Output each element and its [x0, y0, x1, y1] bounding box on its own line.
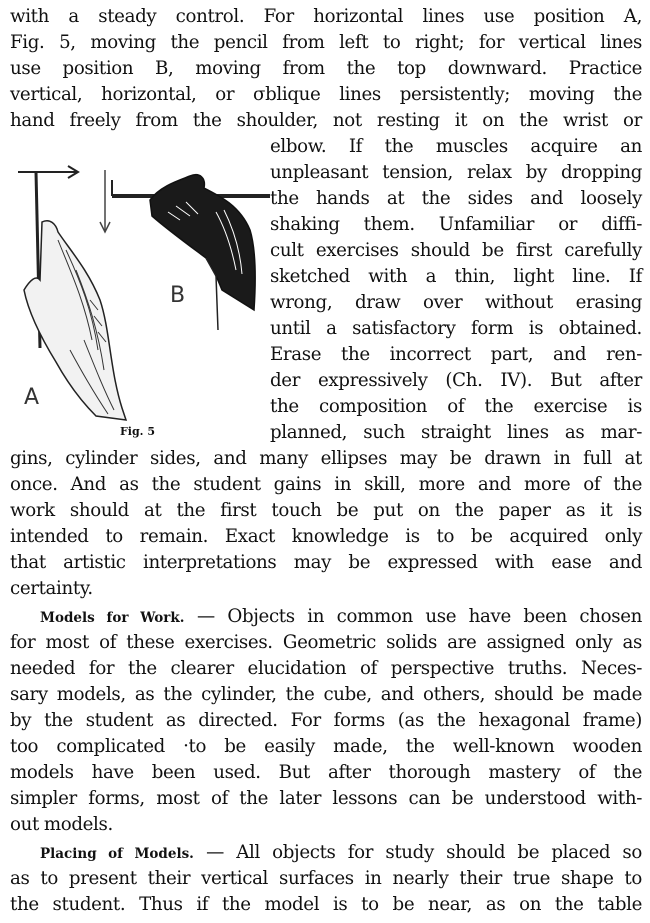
- text-line: once. And as the student gains in skill, more and more of the: [10, 474, 642, 495]
- text-line: use position B, moving from the top downward. Practice: [10, 58, 642, 79]
- text-line: for most of these exercises. Geometric solids are assigned only as: [10, 632, 642, 653]
- text-line: out models.: [10, 814, 113, 835]
- text-line: needed for the clearer elucidation of perspective truths. Neces-: [10, 658, 642, 679]
- figure-label-a: A: [24, 385, 40, 410]
- text-line: unpleasant tension, relax by dropping: [270, 162, 642, 183]
- text-line: Erase the incorrect part, and ren-: [270, 344, 642, 365]
- text-line: Fig. 5, moving the pencil from left to right; for vertical lines: [10, 32, 642, 53]
- text-line: models have been used. But after thorough mastery of the: [10, 762, 642, 783]
- text-line: intended to remain. Exact knowledge is to be acquired only: [10, 526, 642, 547]
- text-line: wrong, draw over without erasing: [270, 292, 642, 313]
- text-line: cult exercises should be first carefully: [270, 240, 642, 261]
- text-line: gins, cylinder sides, and many ellipses may be drawn in full at: [10, 448, 642, 469]
- section-heading-models-for-work: Models for Work.: [40, 610, 185, 626]
- hand-illustration: [0, 140, 275, 448]
- hand-a-shape: [24, 221, 126, 420]
- text-line: vertical, horizontal, or σblique lines persistently; moving the: [10, 84, 642, 105]
- text-line: until a satisfactory form is obtained.: [270, 318, 642, 339]
- text-line: the student. Thus if the model is to be near, as on the table: [10, 894, 642, 915]
- text-line: elbow. If the muscles acquire an: [270, 136, 642, 157]
- text-line: der expressively (Ch. IV). But after: [270, 370, 642, 391]
- text-line: with a steady control. For horizontal lines use position A,: [10, 6, 642, 27]
- text-line: shaking them. Unfamiliar or diffi-: [270, 214, 642, 235]
- text-span: — Objects in common use have been chosen: [184, 606, 642, 627]
- text-line: work should at the first touch be put on the paper as it is: [10, 500, 642, 521]
- text-line: by the student as directed. For forms (as the hexagonal frame): [10, 710, 642, 731]
- text-line: simpler forms, most of the later lessons can be understood with-: [10, 788, 642, 809]
- text-line: the composition of the exercise is: [270, 396, 642, 417]
- figure-label-b: B: [170, 283, 186, 308]
- section-placing-first-line: [40, 840, 642, 866]
- text-line: the hands at the sides and loosely: [270, 188, 642, 209]
- text-line: as to present their vertical surfaces in nearly their true shape to: [10, 868, 642, 889]
- section-heading-placing-of-models: Placing of Models.: [40, 846, 194, 862]
- text-line: that artistic interpretations may be expressed with ease and: [10, 552, 642, 573]
- text-line: sary models, as the cylinder, the cube, and others, should be made: [10, 684, 642, 705]
- text-line: too complicated ·to be easily made, the well-known wooden: [10, 736, 642, 757]
- text-line: sketched with a thin, light line. If: [270, 266, 642, 287]
- text-line: hand freely from the shoulder, not resting it on the wrist or: [10, 110, 642, 131]
- text-line: planned, such straight lines as mar-: [270, 422, 642, 443]
- figure-5-hands-drawing: [0, 140, 275, 448]
- text-line: certainty.: [10, 578, 93, 599]
- section-models-first-line: [40, 604, 642, 630]
- arrow-down-icon: [100, 170, 110, 232]
- figure-caption: Fig. 5: [120, 425, 155, 438]
- text-span: — All objects for study should be placed so: [193, 842, 642, 863]
